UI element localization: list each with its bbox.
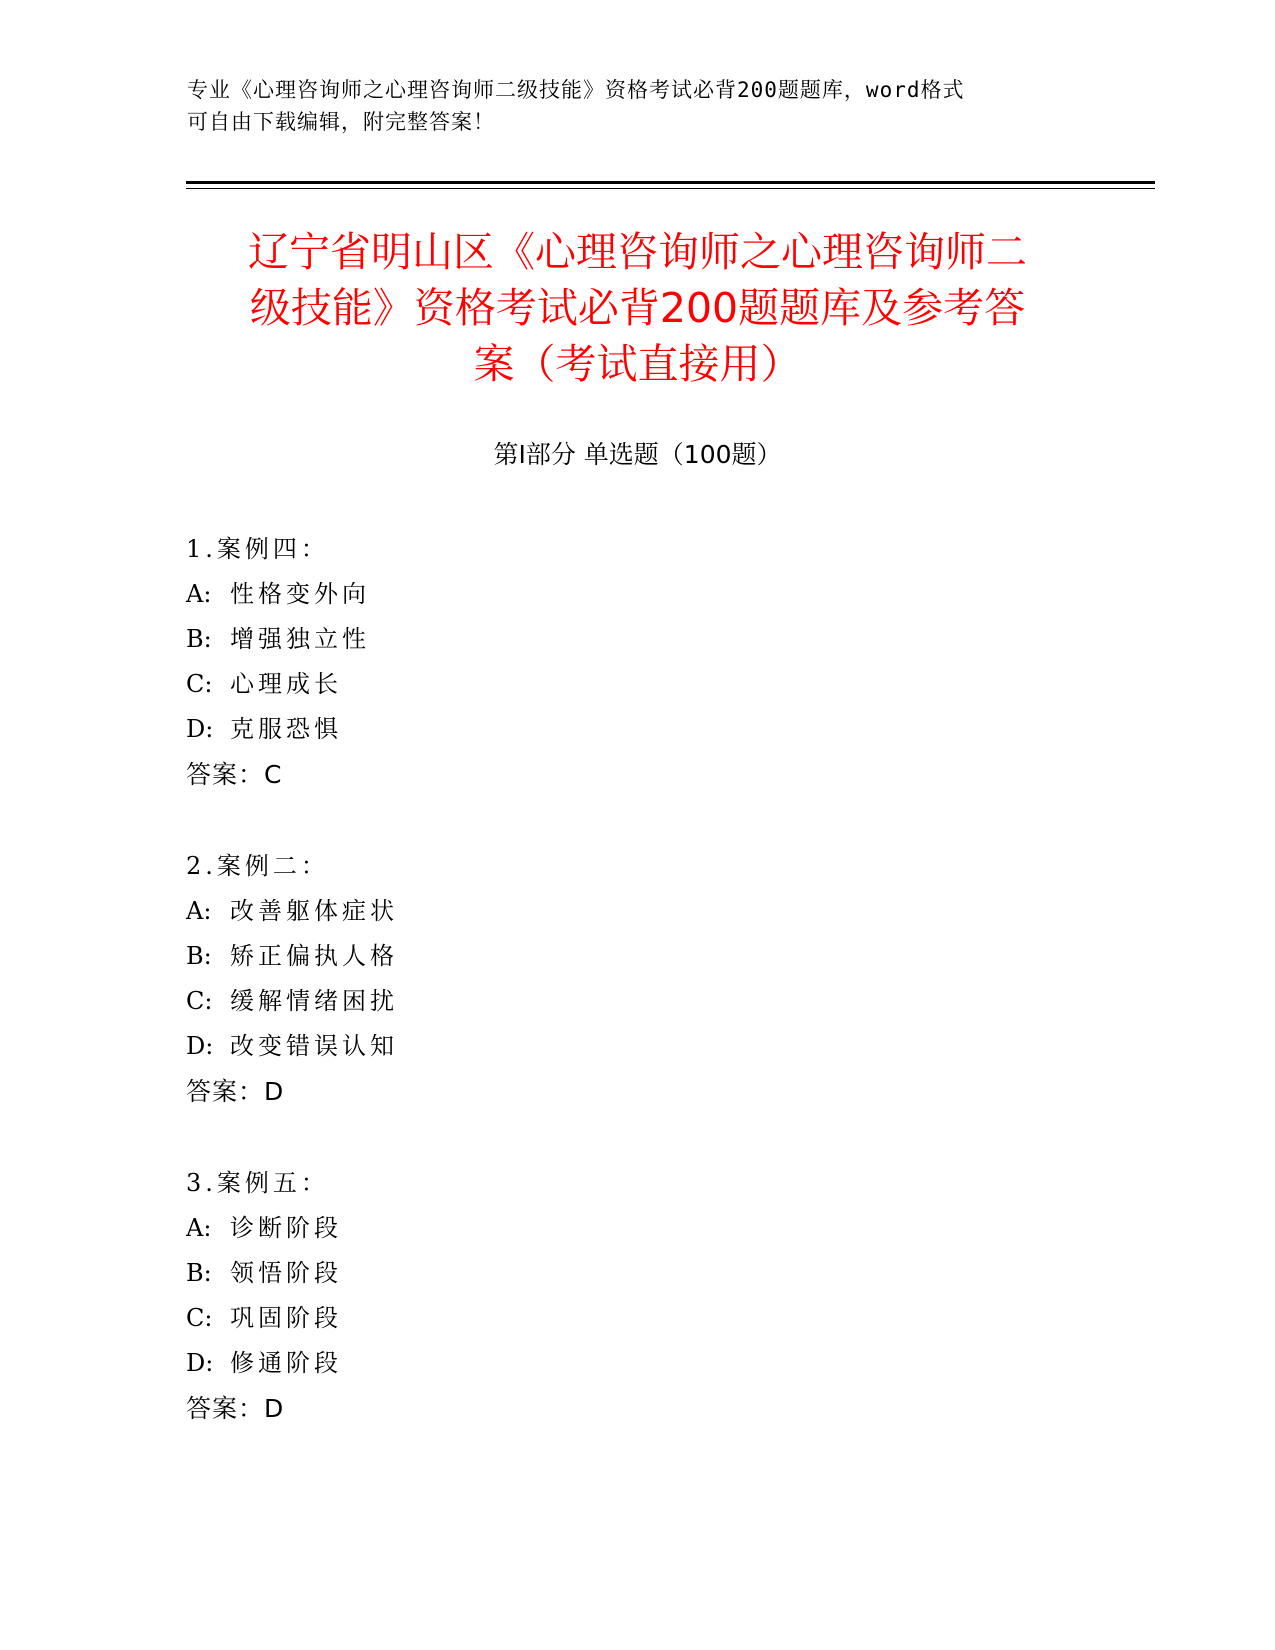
option-text: 克服恐惧 bbox=[230, 715, 342, 743]
answer-line bbox=[186, 1069, 1086, 1114]
header-note-line: 专业《心理咨询师之心理咨询师二级技能》资格考试必背200题题库，word格式 bbox=[187, 78, 965, 102]
question-stem: 3.案例五： bbox=[186, 1169, 329, 1197]
option-b bbox=[186, 1251, 1086, 1296]
document-title-line: 级技能》资格考试必背200题题库及参考答 bbox=[249, 284, 1026, 332]
option-key: A: bbox=[186, 897, 212, 925]
option-key: D: bbox=[186, 1349, 214, 1377]
answer-value: D bbox=[264, 1394, 285, 1423]
option-d bbox=[186, 1024, 1086, 1069]
header-note bbox=[187, 74, 1087, 138]
question-item bbox=[186, 844, 1086, 1114]
question-item bbox=[186, 527, 1086, 797]
option-text: 心理成长 bbox=[230, 670, 342, 698]
answer-line bbox=[186, 752, 1086, 797]
header-divider-thick bbox=[186, 181, 1155, 184]
option-key: D: bbox=[186, 1032, 214, 1060]
option-text: 缓解情绪困扰 bbox=[230, 987, 398, 1015]
answer-value: C bbox=[264, 760, 283, 789]
answer-label: 答案： bbox=[186, 1394, 265, 1423]
question-stem: 1.案例四： bbox=[186, 535, 329, 563]
option-key: D: bbox=[186, 715, 214, 743]
section-title: 第Ⅰ部分 单选题（100题） bbox=[493, 440, 782, 469]
option-d bbox=[186, 1341, 1086, 1386]
document-title bbox=[190, 224, 1085, 392]
option-text: 改善躯体症状 bbox=[230, 897, 398, 925]
option-key: B: bbox=[186, 942, 212, 970]
option-key: A: bbox=[186, 580, 212, 608]
option-key: C: bbox=[186, 670, 213, 698]
option-text: 矫正偏执人格 bbox=[230, 942, 398, 970]
option-text: 巩固阶段 bbox=[230, 1304, 342, 1332]
answer-value: D bbox=[264, 1077, 285, 1106]
option-key: B: bbox=[186, 1259, 212, 1287]
option-key: A: bbox=[186, 1214, 212, 1242]
option-text: 改变错误认知 bbox=[230, 1032, 398, 1060]
header-note-line: 可自由下载编辑，附完整答案！ bbox=[187, 110, 495, 134]
answer-label: 答案： bbox=[186, 1077, 265, 1106]
option-c bbox=[186, 979, 1086, 1024]
option-a bbox=[186, 572, 1086, 617]
option-d bbox=[186, 707, 1086, 752]
option-text: 诊断阶段 bbox=[230, 1214, 342, 1242]
option-c bbox=[186, 1296, 1086, 1341]
option-c bbox=[186, 662, 1086, 707]
answer-line bbox=[186, 1386, 1086, 1431]
option-a bbox=[186, 1206, 1086, 1251]
document-title-line: 案（考试直接用） bbox=[473, 340, 802, 388]
question-item bbox=[186, 1161, 1086, 1431]
header-divider-thin bbox=[186, 188, 1155, 189]
option-text: 性格变外向 bbox=[230, 580, 370, 608]
answer-label: 答案： bbox=[186, 760, 265, 789]
option-text: 增强独立性 bbox=[230, 625, 370, 653]
option-b bbox=[186, 617, 1086, 662]
option-text: 领悟阶段 bbox=[230, 1259, 342, 1287]
question-list bbox=[186, 527, 1086, 1478]
option-key: C: bbox=[186, 987, 213, 1015]
document-title-line: 辽宁省明山区《心理咨询师之心理咨询师二 bbox=[248, 228, 1027, 276]
option-key: B: bbox=[186, 625, 212, 653]
option-text: 修通阶段 bbox=[230, 1349, 342, 1377]
option-b bbox=[186, 934, 1086, 979]
question-stem: 2.案例二： bbox=[186, 852, 329, 880]
option-key: C: bbox=[186, 1304, 213, 1332]
option-a bbox=[186, 889, 1086, 934]
